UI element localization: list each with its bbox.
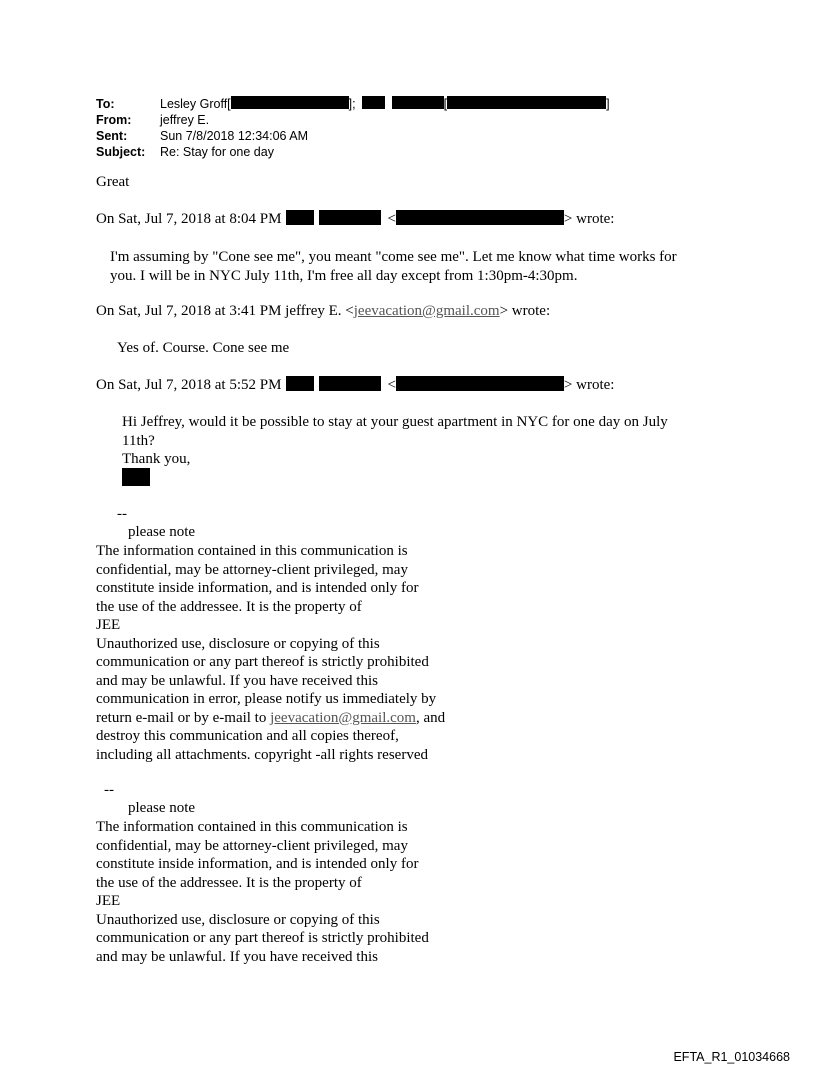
quote1-body xyxy=(110,248,677,285)
disclaimer-body xyxy=(96,818,429,966)
quote1-wrote: > wrote: xyxy=(563,211,615,227)
from-value: jeffrey E. xyxy=(160,113,210,127)
disclaimer-note: please note xyxy=(128,800,196,816)
redaction xyxy=(396,376,564,391)
sent-value: Sun 7/8/2018 12:34:06 AM xyxy=(160,129,309,143)
quote3-body xyxy=(122,413,668,469)
disclaimer-line: Unauthorized use, disclosure or copying of this xyxy=(96,911,380,928)
subject-value: Re: Stay for one day xyxy=(160,145,274,159)
quote3-date: On Sat, Jul 7, 2018 at 5:52 PM xyxy=(96,377,282,393)
disclaimer-line: Unauthorized use, disclosure or copying of this xyxy=(96,635,380,652)
to-end: ] xyxy=(606,97,610,111)
signature-dashes: -- xyxy=(104,782,114,798)
disclaimer-line: JEE xyxy=(96,893,121,909)
from-row xyxy=(96,112,610,128)
disclaimer-line: communication or any part thereof is strictly prohibited xyxy=(96,654,429,670)
disclaimer-line: including all attachments. copyright -all rights reserved xyxy=(96,746,428,763)
disclaimer-line: constitute inside information, and is intended only for xyxy=(96,580,419,596)
disclaimer-line: The information contained in this communication is xyxy=(96,819,408,835)
disclaimer-email-prefix: return e-mail or by e-mail to xyxy=(96,709,271,726)
disclaimer-line: constitute inside information, and is intended only for xyxy=(96,856,419,872)
quote2-body: Yes of. Course. Cone see me xyxy=(117,340,290,356)
disclaimer-line: communication in error, please notify us immediately by xyxy=(96,691,437,707)
redaction xyxy=(392,96,444,109)
redaction xyxy=(286,210,314,225)
disclaimer-line: the use of the addressee. It is the property of xyxy=(96,874,362,891)
signature-dashes: -- xyxy=(117,506,127,522)
quote2-email-link[interactable]: jeevacation@gmail.com xyxy=(353,303,500,319)
redaction xyxy=(231,96,349,109)
disclaimer-line: confidential, may be attorney-client privileged, may xyxy=(96,561,408,578)
disclaimer-line: and may be unlawful. If you have received this xyxy=(96,672,378,689)
quote1-date: On Sat, Jul 7, 2018 at 8:04 PM xyxy=(96,211,282,227)
to-separator: ]; xyxy=(348,97,356,111)
disclaimer-line: confidential, may be attorney-client privileged, may xyxy=(96,837,408,854)
quote2-wrote: > wrote: xyxy=(499,303,551,319)
quote2-prefix: On Sat, Jul 7, 2018 at 3:41 PM jeffrey E. < xyxy=(96,303,354,319)
email-header xyxy=(96,96,610,160)
disclaimer-line: The information contained in this communication is xyxy=(96,543,408,559)
disclaimer-body xyxy=(96,542,445,764)
to-separator: [ xyxy=(443,97,448,111)
quote1-lt: < xyxy=(387,211,396,227)
sent-row xyxy=(96,128,610,144)
quote1-line: I'm assuming by "Cone see me", you meant "come see me". Let me know what time works for xyxy=(110,249,677,265)
disclaimer-line: the use of the addressee. It is the property of xyxy=(96,598,362,615)
quote3-line: 11th? xyxy=(122,432,155,449)
quote3-wrote: > wrote: xyxy=(563,377,615,393)
redaction xyxy=(286,376,314,391)
redaction xyxy=(319,376,381,391)
quote1-intro xyxy=(96,210,614,228)
subject-label: Subject: xyxy=(96,145,146,159)
to-row xyxy=(96,96,610,112)
sent-label: Sent: xyxy=(96,129,128,143)
disclaimer-note: please note xyxy=(128,524,196,540)
subject-row xyxy=(96,144,610,160)
to-label: To: xyxy=(96,97,115,111)
quote3-line: Hi Jeffrey, would it be possible to stay at your guest apartment in NYC for one day on July xyxy=(122,414,668,430)
disclaimer-line: JEE xyxy=(96,617,121,633)
quote3-lt: < xyxy=(387,377,396,393)
disclaimer-line: and may be unlawful. If you have received this xyxy=(96,948,378,965)
disclaimer-line: destroy this communication and all copies thereof, xyxy=(96,728,399,744)
redaction xyxy=(122,468,150,486)
redaction xyxy=(362,96,385,109)
quote2-intro xyxy=(96,303,550,320)
disclaimer-email-suffix: , and xyxy=(415,709,446,726)
redaction xyxy=(319,210,381,225)
redaction xyxy=(447,96,606,109)
to-value: Lesley Groff[ xyxy=(160,97,231,111)
disclaimer-email-link[interactable]: jeevacation@gmail.com xyxy=(270,709,416,726)
disclaimer-line: communication or any part thereof is strictly prohibited xyxy=(96,930,429,946)
quote3-intro xyxy=(96,376,614,394)
quote1-line: you. I will be in NYC July 11th, I'm free all day except from 1:30pm-4:30pm. xyxy=(110,267,578,284)
redaction xyxy=(396,210,564,225)
reply-text: Great xyxy=(96,174,130,190)
disclaimer-email-line xyxy=(96,709,445,728)
quote3-line: Thank you, xyxy=(122,451,191,467)
from-label: From: xyxy=(96,113,132,127)
document-id: EFTA_R1_01034668 xyxy=(673,1050,790,1064)
